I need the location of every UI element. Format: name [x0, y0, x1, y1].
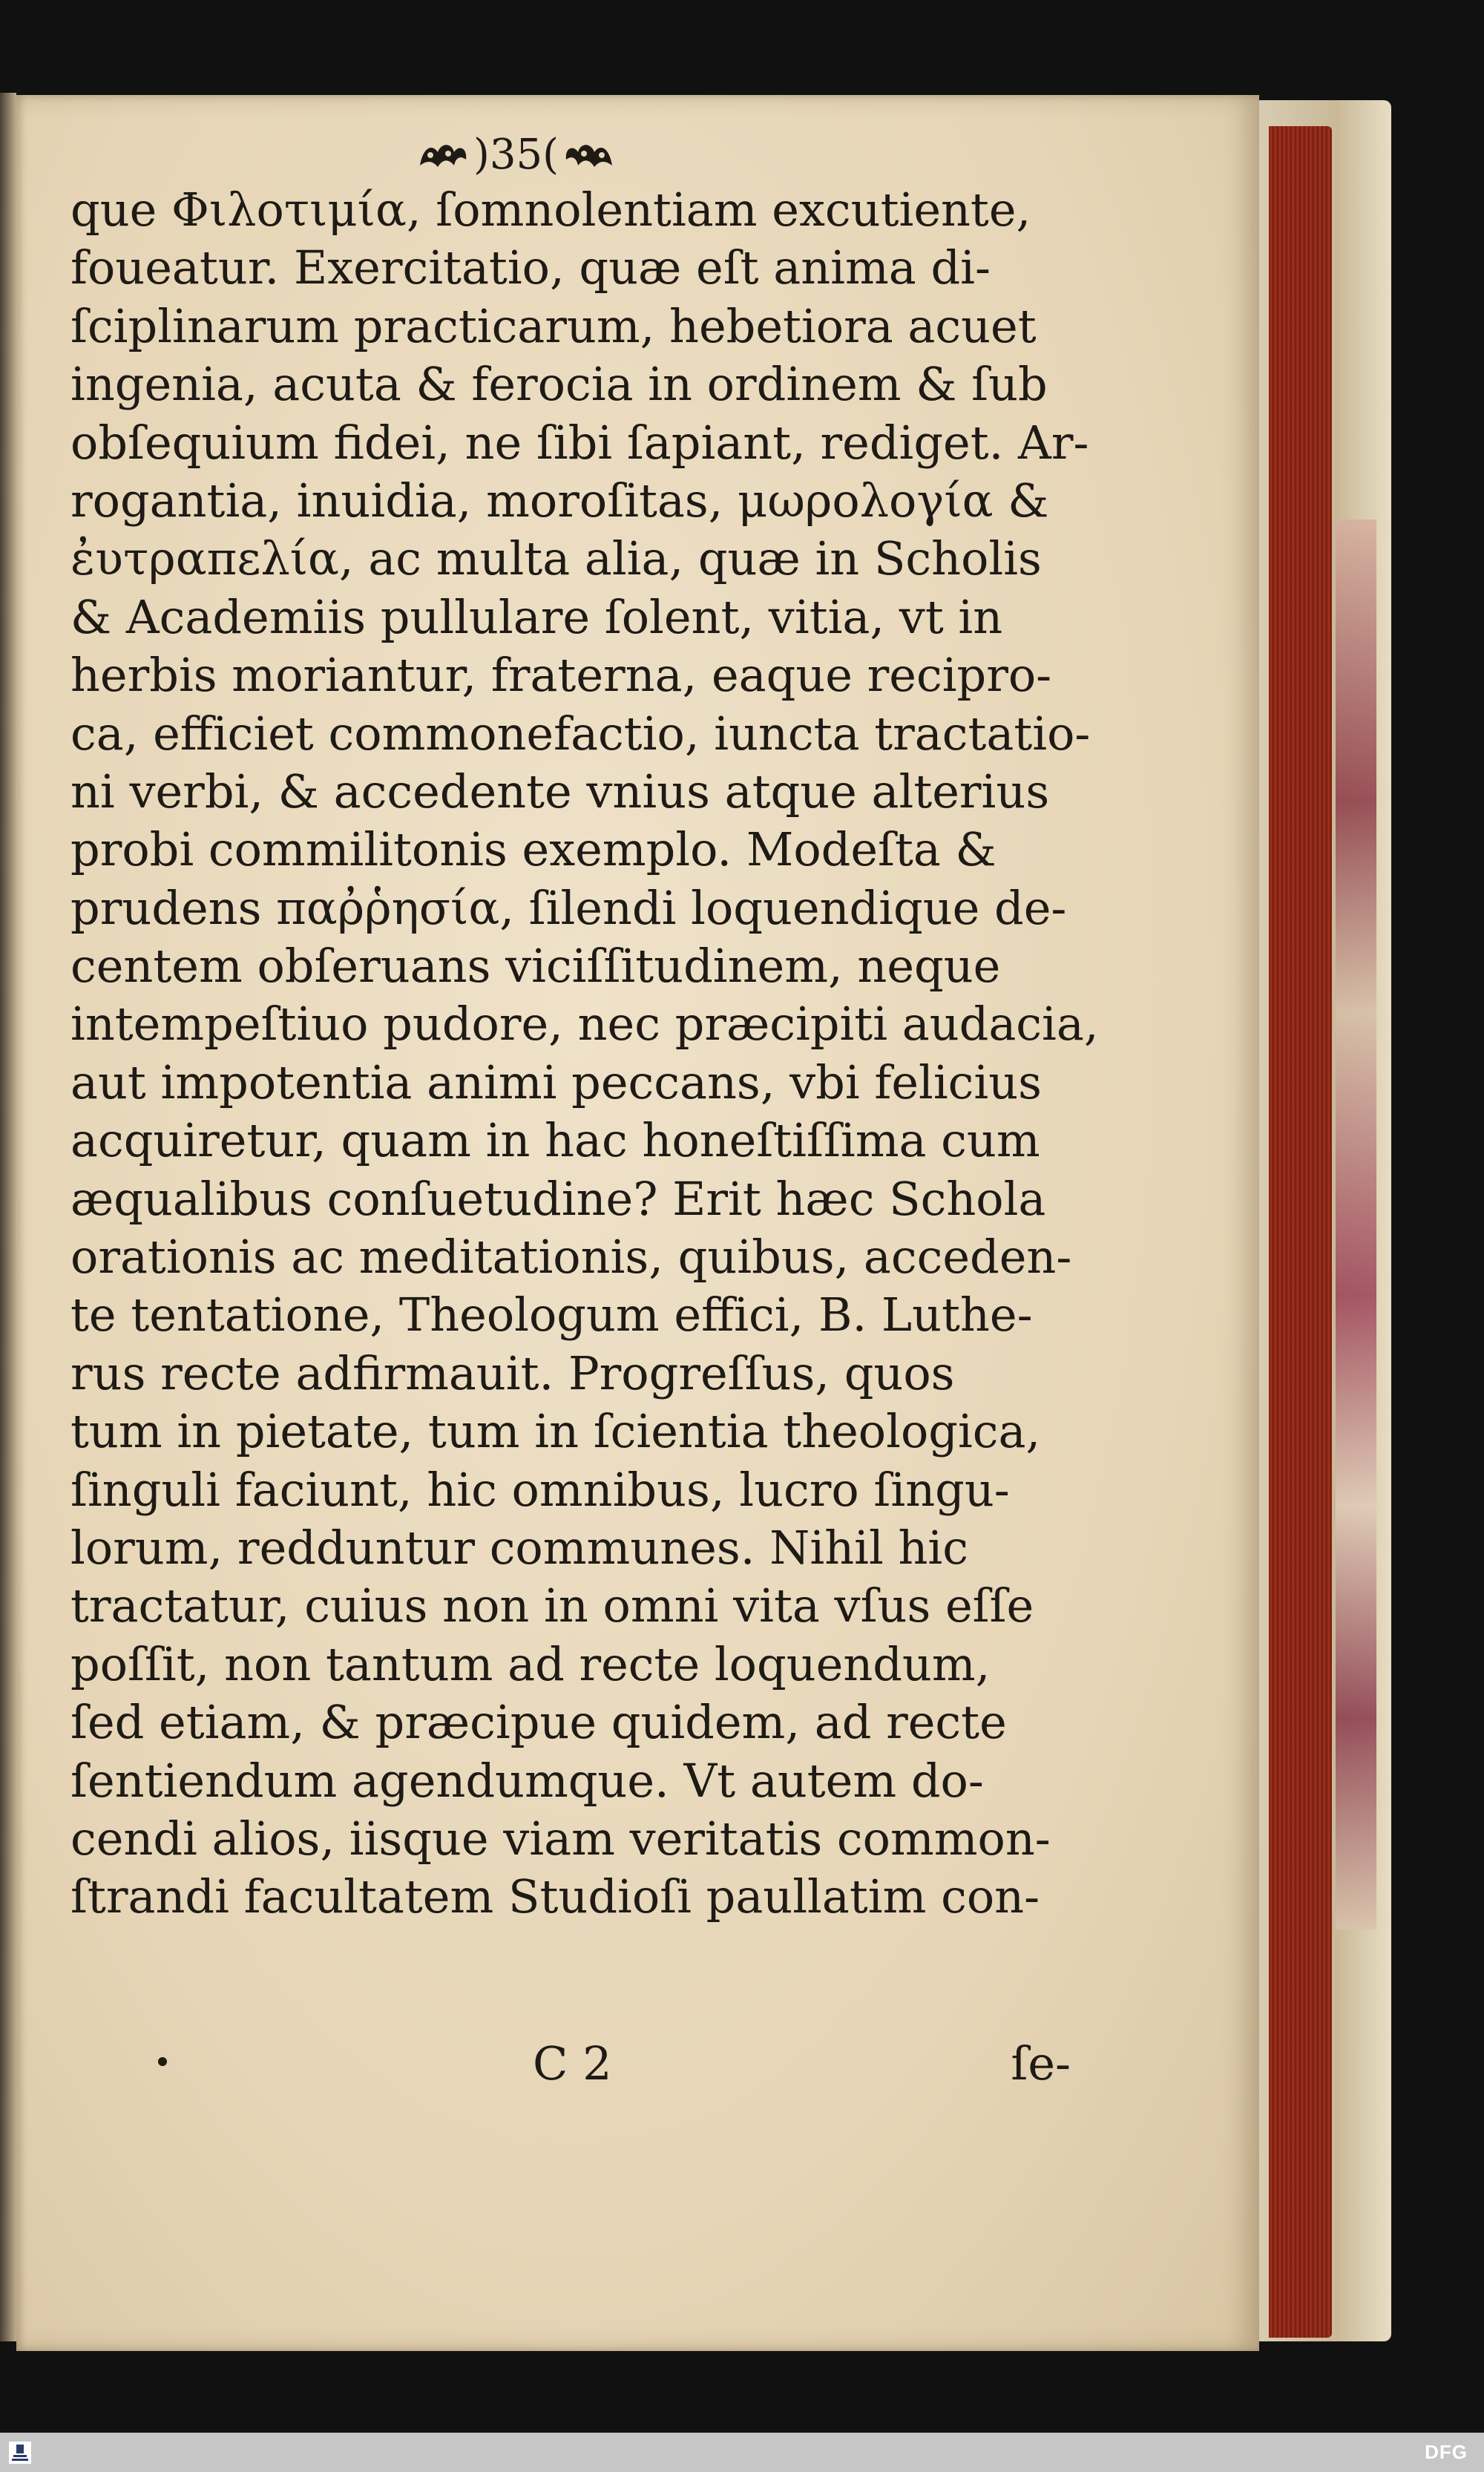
text-line: ſinguli faciunt, hic omnibus, lucro ſingu-: [70, 1462, 1010, 1517]
text-line: intempeſtiuo pudore, nec præcipiti audacia,: [70, 997, 1099, 1052]
text-line: tum in pietate, tum in ſcientia theologica,: [70, 1404, 1041, 1459]
page-footer: [70, 2036, 1071, 2096]
viewer-bottom-bar: [0, 2433, 1484, 2472]
text-line: prudens παῤῥησία, ſilendi loquendique de-: [70, 880, 1067, 935]
text-line: probi commilitonis exemplo. Modeſta &: [70, 822, 997, 877]
text-line: & Academiis pullulare ſolent, vitia, vt in: [70, 589, 1003, 644]
signature-mark: C 2: [533, 2036, 612, 2091]
text-line: ca, efficiet commonefactio, iuncta tractatio-: [70, 706, 1091, 761]
text-line: orationis ac meditationis, quibus, acceden-: [70, 1230, 1072, 1285]
text-line: ni verbi, & accedente vnius atque alterius: [70, 764, 1050, 819]
library-logo-icon: [9, 2442, 31, 2464]
left-page-edge: [0, 93, 16, 2341]
red-fore-edge: [1269, 126, 1332, 2338]
ornament-left-icon: [416, 137, 470, 173]
catchword: ſe-: [1011, 2036, 1071, 2091]
text-line: ſtrandi facultatem Studioſi paullatim con-: [70, 1869, 1040, 1924]
text-line: que Φιλοτιμία, ſomnolentiam excutiente,: [70, 183, 1031, 237]
dfg-watermark: DFG: [1425, 2441, 1468, 2463]
text-line: centem obſeruans viciſſitudinem, neque: [70, 939, 1001, 994]
marbled-endpaper: [1336, 519, 1376, 1930]
ornament-right-icon: [562, 137, 617, 173]
text-line: ſed etiam, & præcipue quidem, ad recte: [70, 1695, 1007, 1750]
text-line: rus recte adfirmauit. Progreſſus, quos: [70, 1345, 955, 1400]
text-line: acquiretur, quam in hac honeſtiſſima cum: [70, 1113, 1040, 1168]
text-line: obſequium fidei, ne ſibi ſapiant, rediget. Ar-: [70, 415, 1089, 470]
text-line: ſciplinarum practicarum, hebetiora acuet: [70, 298, 1037, 353]
text-line: ingenia, acuta & ferocia in ordinem & ſub: [70, 357, 1048, 412]
text-line: ſentiendum agendumque. Vt autem do-: [70, 1753, 984, 1808]
page-number: )35(: [473, 131, 559, 179]
text-line: ἐυτραπελία, ac multa alia, quæ in Scholis: [70, 531, 1042, 586]
text-line: tractatur, cuius non in omni vita vſus eſſe: [70, 1578, 1034, 1633]
text-line: lorum, redduntur communes. Nihil hic: [70, 1520, 968, 1575]
text-line: poſſit, non tantum ad recte loquendum,: [70, 1636, 991, 1691]
text-line: aut impotentia animi peccans, vbi felicius: [70, 1055, 1042, 1109]
text-line: herbis moriantur, fraterna, eaque recipro-: [70, 648, 1052, 703]
body-text: [70, 181, 1099, 1927]
text-line: te tentatione, Theologum effici, B. Luthe-: [70, 1288, 1033, 1342]
text-line: æqualibus conſuetudine? Erit hæc Schola: [70, 1171, 1046, 1226]
text-line: cendi alios, iisque viam veritatis common-: [70, 1811, 1051, 1866]
text-line: rogantia, inuidia, moroſitas, μωρολογία &: [70, 473, 1049, 528]
ink-dot: [158, 2057, 167, 2066]
page-header: [416, 128, 712, 180]
text-line: foueatur. Exercitatio, quæ eſt anima di-: [70, 240, 991, 295]
